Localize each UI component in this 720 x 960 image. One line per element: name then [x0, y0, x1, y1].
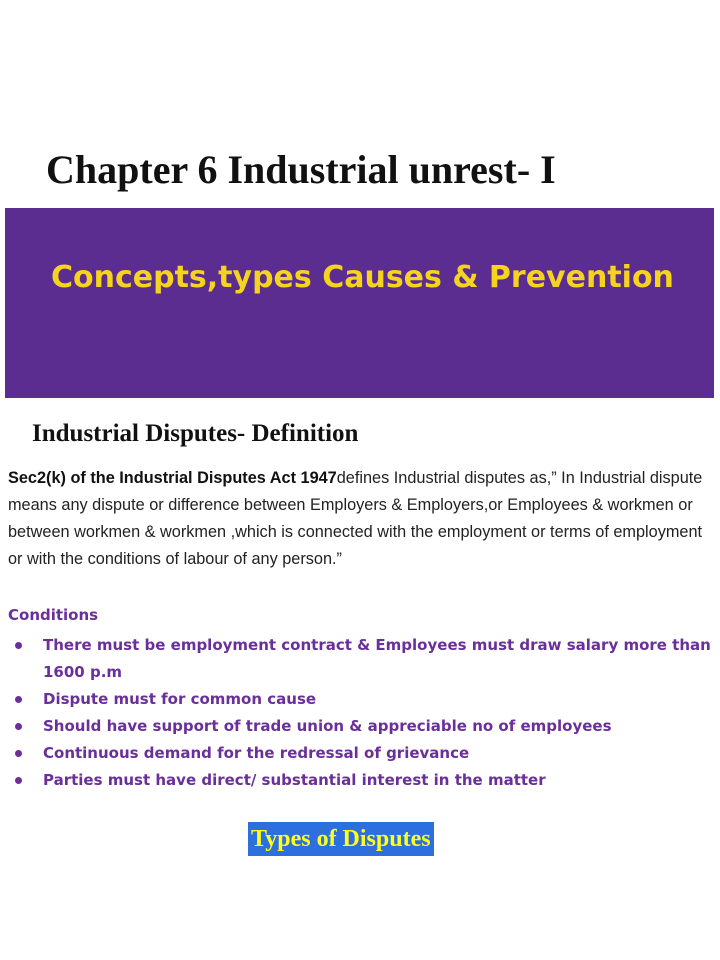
bullet-icon	[15, 723, 22, 730]
definition-heading: Industrial Disputes- Definition	[32, 420, 359, 447]
condition-item	[0, 740, 712, 767]
bullet-icon	[15, 642, 22, 649]
condition-item	[0, 713, 712, 740]
bullet-icon	[15, 777, 22, 784]
condition-text: There must be employment contract & Employees must draw salary more than 1600 p.m	[43, 636, 711, 681]
condition-text: Should have support of trade union & appreciable no of employees	[43, 717, 612, 735]
title-banner	[5, 208, 714, 398]
bullet-icon	[15, 750, 22, 757]
condition-text: Parties must have direct/ substantial interest in the matter	[43, 771, 546, 789]
condition-text: Dispute must for common cause	[43, 690, 317, 708]
definition-paragraph	[8, 465, 708, 573]
types-of-disputes-heading: Types of Disputes	[248, 822, 434, 856]
condition-text: Continuous demand for the redressal of grievance	[43, 744, 470, 762]
definition-text: defines Industrial disputes as,” In Industrial dispute means any dispute or difference between Employers & Employers,or Employees & workmen or between workmen & workmen ,which is connected with the employment or terms of employment or with the conditions of labour of any person.”	[8, 469, 703, 568]
condition-item	[0, 632, 712, 686]
conditions-heading: Conditions	[8, 606, 99, 624]
banner-title: Concepts,types Causes & Prevention	[51, 260, 674, 295]
condition-item	[0, 686, 712, 713]
conditions-list	[0, 632, 712, 794]
condition-item	[0, 767, 712, 794]
bullet-icon	[15, 696, 22, 703]
chapter-title: Chapter 6 Industrial unrest- I	[46, 147, 556, 192]
definition-act-reference: Sec2(k) of the Industrial Disputes Act 1947	[8, 469, 337, 487]
